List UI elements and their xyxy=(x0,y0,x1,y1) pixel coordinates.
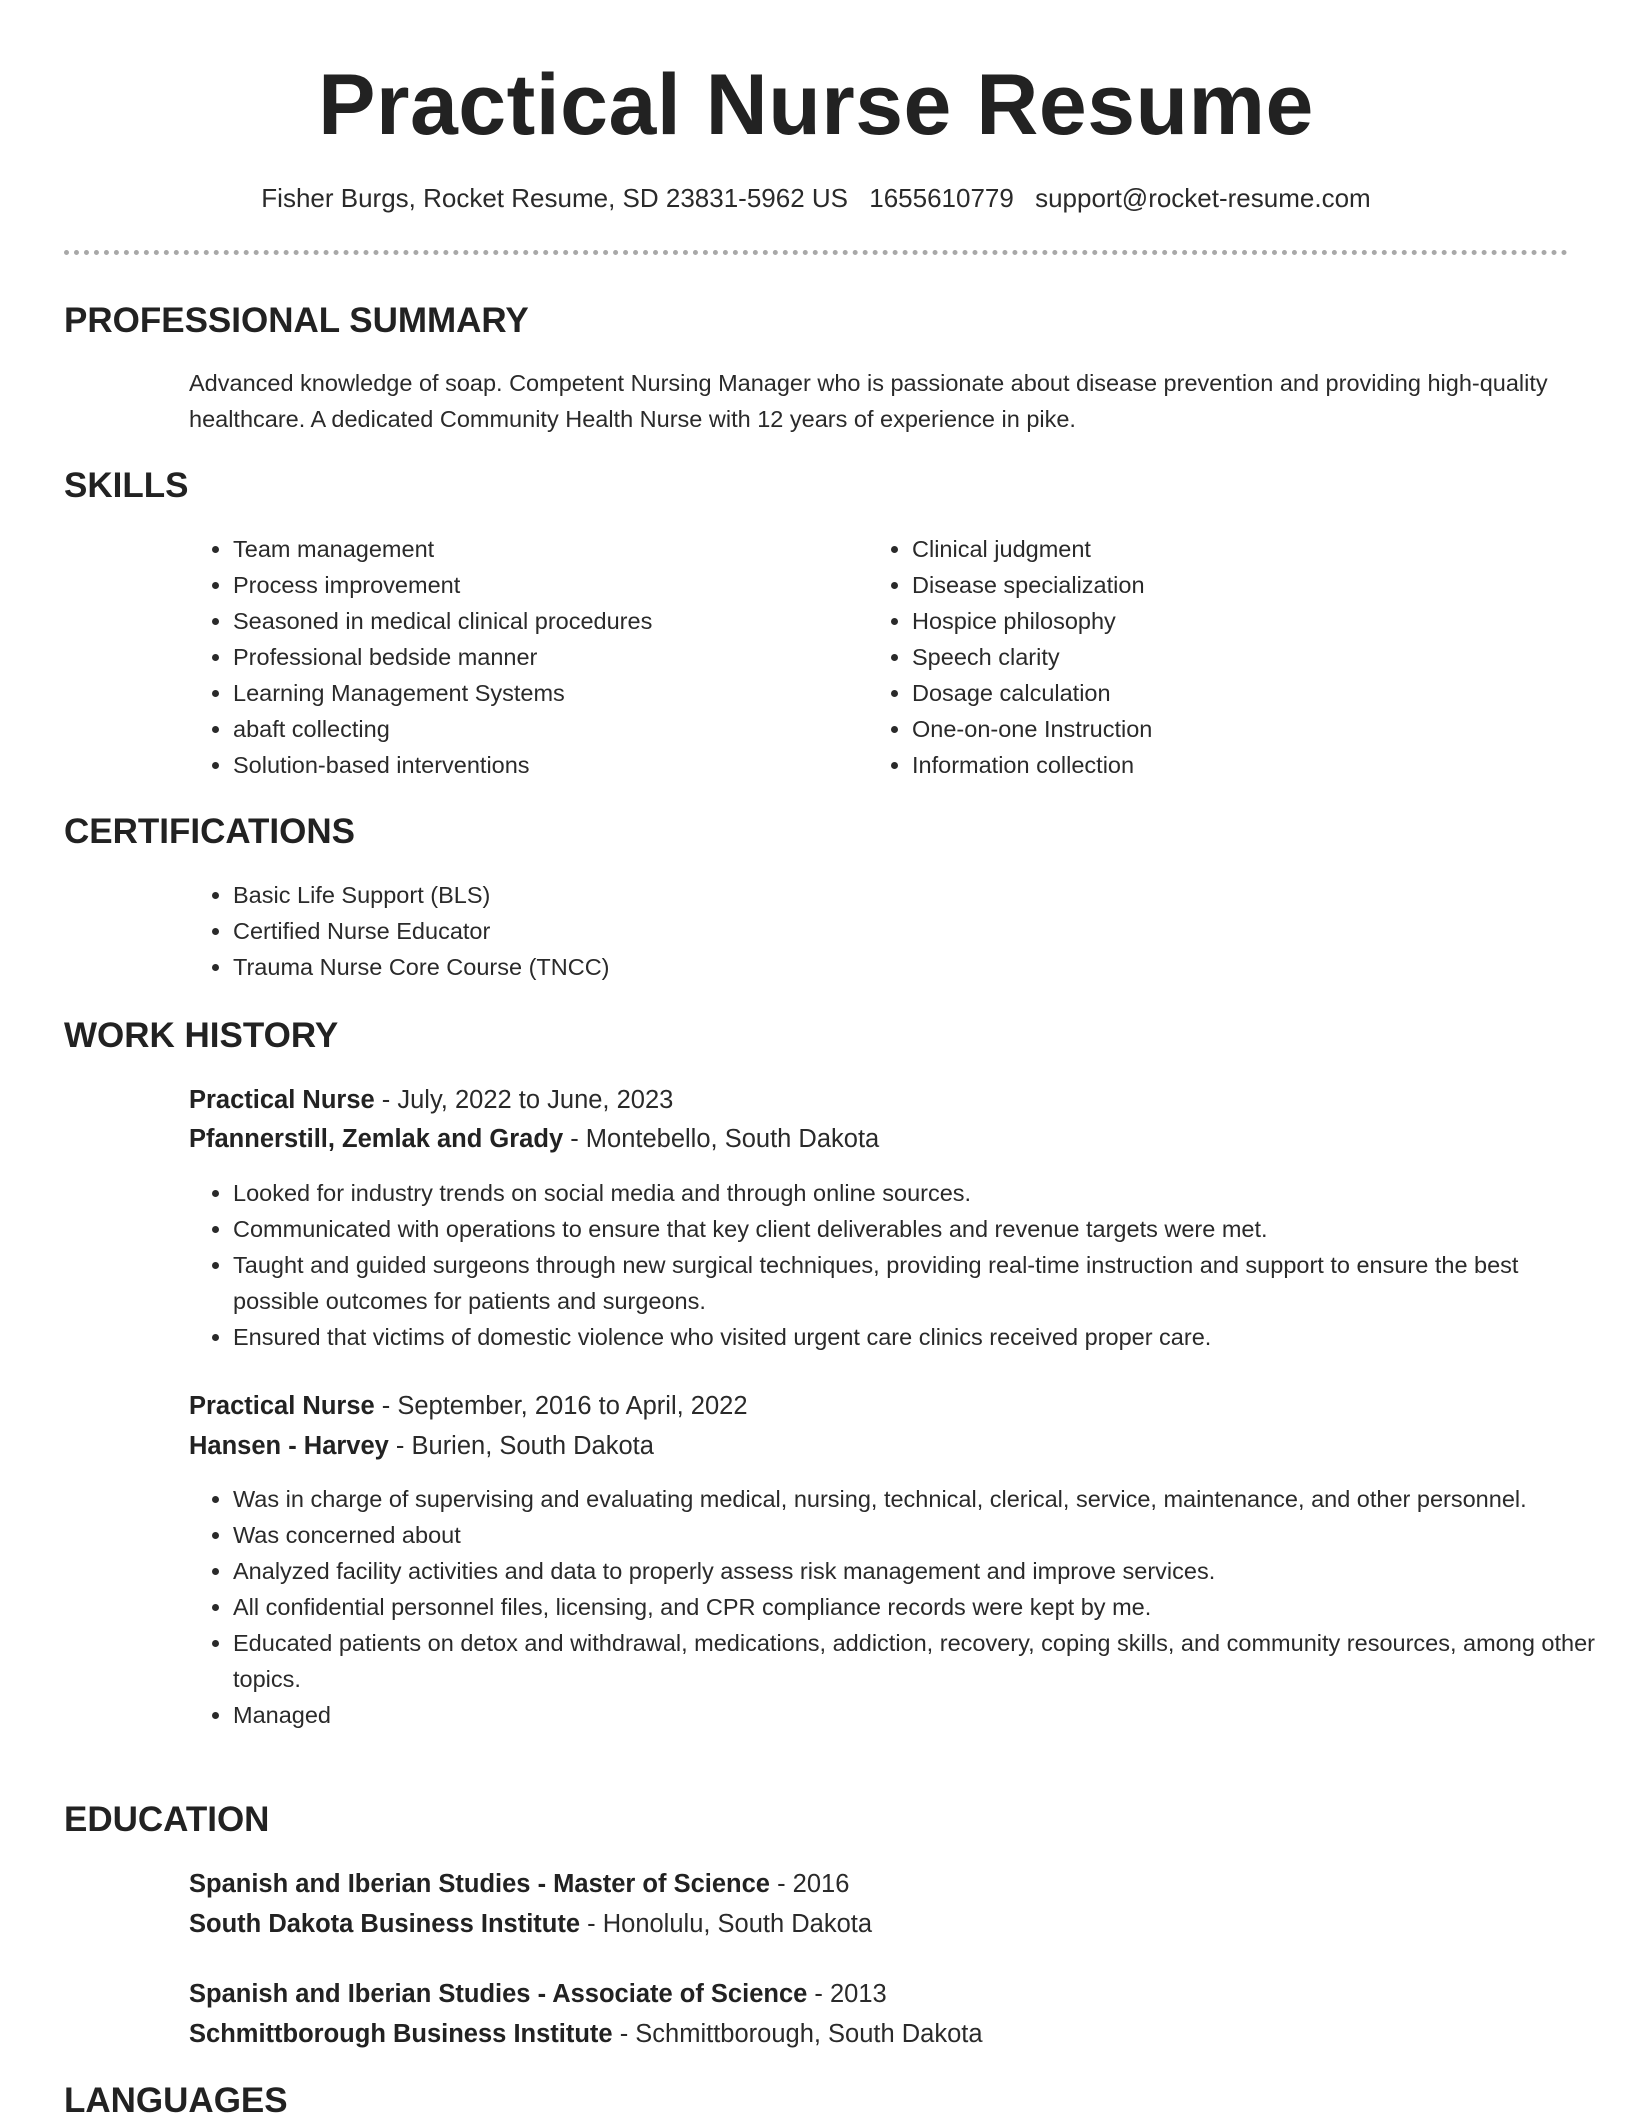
job-company-line xyxy=(189,1427,654,1465)
skill-item: • Clinical judgment xyxy=(912,531,1512,567)
education-degree: Spanish and Iberian Studies - Master of Science xyxy=(189,1870,770,1898)
resume-title: Practical Nurse Resume xyxy=(318,57,1314,153)
job-duty-item: • Communicated with operations to ensure that key client deliverables and revenue targets were met. xyxy=(233,1211,1603,1247)
job-title-line xyxy=(189,1081,673,1119)
education-school-line xyxy=(189,1905,872,1943)
summary-text: Advanced knowledge of soap. Competent Nursing Manager who is passionate about disease prevention and providing high-quality healthcare. A dedicated Community Health Nurse with 12 years of experience in pike. xyxy=(189,370,1548,432)
skill-item: • abaft collecting xyxy=(233,711,833,747)
job-duties-list xyxy=(189,1175,1603,1355)
job-dates: - July, 2022 to June, 2023 xyxy=(374,1086,674,1114)
skill-item: • Information collection xyxy=(912,747,1512,783)
skill-item: • Process improvement xyxy=(233,567,833,603)
certifications-list xyxy=(189,877,1603,985)
job-duty-item: • All confidential personnel files, licensing, and CPR compliance records were kept by me. xyxy=(233,1589,1603,1625)
skill-item: • Seasoned in medical clinical procedures xyxy=(233,603,833,639)
summary-heading: PROFESSIONAL SUMMARY xyxy=(64,301,529,340)
skill-item: • One-on-one Instruction xyxy=(912,711,1512,747)
skills-list-right xyxy=(868,531,1512,783)
education-school: Schmittborough Business Institute xyxy=(189,2020,613,2048)
contact-email: support@rocket-resume.com xyxy=(1035,183,1371,213)
education-location: - Honolulu, South Dakota xyxy=(580,1910,873,1938)
job-company: Pfannerstill, Zemlak and Grady xyxy=(189,1125,564,1153)
job-role: Practical Nurse xyxy=(189,1086,375,1114)
job-dates: - September, 2016 to April, 2022 xyxy=(374,1392,748,1420)
education-year: - 2016 xyxy=(769,1870,850,1898)
job-duty-item: • Educated patients on detox and withdrawal, medications, addiction, recovery, coping skills, and community resources, among other topics. xyxy=(233,1625,1603,1697)
skill-item: • Learning Management Systems xyxy=(233,675,833,711)
job-role: Practical Nurse xyxy=(189,1392,375,1420)
job-duty-item: • Looked for industry trends on social media and through online sources. xyxy=(233,1175,1603,1211)
job-duty-item: • Analyzed facility activities and data to properly assess risk management and improve services. xyxy=(233,1553,1603,1589)
education-location: - Schmittborough, South Dakota xyxy=(612,2020,983,2048)
certification-item: • Basic Life Support (BLS) xyxy=(233,877,1603,913)
certifications-heading: CERTIFICATIONS xyxy=(64,812,356,851)
skill-item: • Team management xyxy=(233,531,833,567)
job-duty-item: • Ensured that victims of domestic violence who visited urgent care clinics received proper care. xyxy=(233,1319,1603,1355)
job-duty-item: • Was concerned about xyxy=(233,1517,1603,1553)
education-year: - 2013 xyxy=(807,1980,887,2008)
skill-item: • Speech clarity xyxy=(912,639,1512,675)
job-duty-item: • Managed xyxy=(233,1697,1603,1733)
education-degree-line xyxy=(189,1975,887,2013)
job-duty-item: • Was in charge of supervising and evaluating medical, nursing, technical, clerical, service, maintenance, and other personnel. xyxy=(233,1481,1603,1517)
education-degree-line xyxy=(189,1865,849,1903)
education-school: South Dakota Business Institute xyxy=(189,1910,581,1938)
certification-item: • Trauma Nurse Core Course (TNCC) xyxy=(233,949,1603,985)
job-title-line xyxy=(189,1387,748,1425)
job-duties-list xyxy=(189,1481,1603,1733)
skills-list-left xyxy=(189,531,833,783)
skill-item: • Solution-based interventions xyxy=(233,747,833,783)
languages-heading: LANGUAGES xyxy=(64,2081,288,2120)
education-degree: Spanish and Iberian Studies - Associate of Science xyxy=(189,1980,808,2008)
job-company-line xyxy=(189,1120,879,1158)
skill-item: • Disease specialization xyxy=(912,567,1512,603)
skills-heading: SKILLS xyxy=(64,466,189,505)
work-history-heading: WORK HISTORY xyxy=(64,1016,339,1055)
certification-item: • Certified Nurse Educator xyxy=(233,913,1603,949)
skill-item: • Hospice philosophy xyxy=(912,603,1512,639)
skill-item: • Dosage calculation xyxy=(912,675,1512,711)
skill-item: • Professional bedside manner xyxy=(233,639,833,675)
header-divider xyxy=(64,250,1568,255)
job-duty-item: • Taught and guided surgeons through new surgical techniques, providing real-time instruction and support to ensure the best possible outcomes for patients and surgeons. xyxy=(233,1247,1603,1319)
job-company: Hansen - Harvey xyxy=(189,1432,389,1460)
contact-line xyxy=(0,180,1632,216)
contact-address: Fisher Burgs, Rocket Resume, SD 23831-5962 US xyxy=(261,183,848,213)
job-location: - Montebello, South Dakota xyxy=(563,1125,880,1153)
education-school-line xyxy=(189,2015,983,2053)
job-location: - Burien, South Dakota xyxy=(388,1432,654,1460)
contact-phone: 1655610779 xyxy=(869,183,1014,213)
education-heading: EDUCATION xyxy=(64,1800,270,1839)
